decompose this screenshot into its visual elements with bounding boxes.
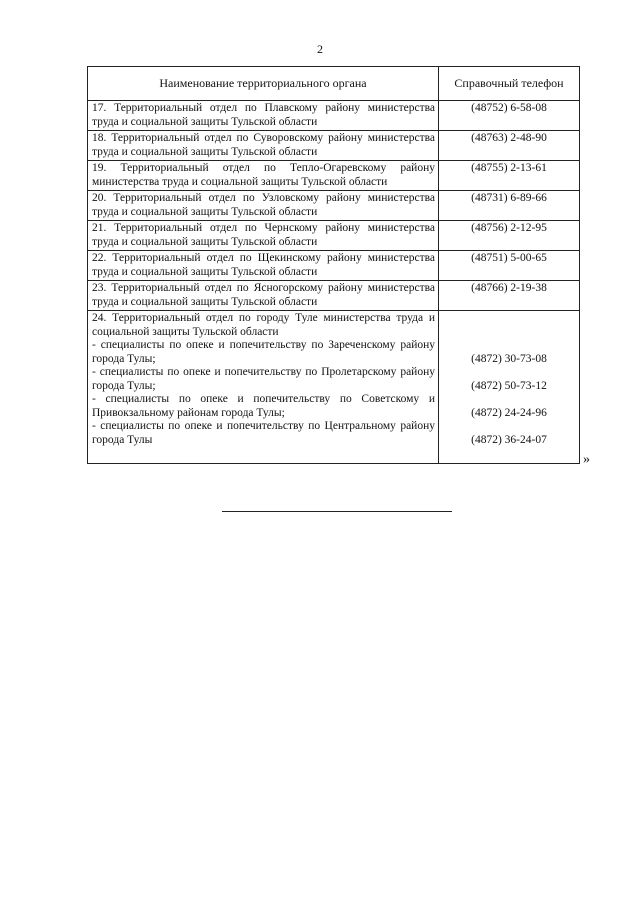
tula-phone-zarechensky: (4872) 30-73-08 (471, 352, 547, 365)
column-header-phone: Справочный телефон (439, 67, 580, 101)
tula-sub-proletarsky: - специалисты по опеке и попечительству по Пролетарскому району города Тулы; (92, 366, 435, 392)
office-phone: (48752) 6-58-08 (439, 101, 580, 131)
tula-phone-proletarsky: (4872) 50-73-12 (471, 379, 547, 392)
table-row (88, 221, 580, 251)
table-row (88, 161, 580, 191)
office-name-tula (88, 311, 439, 464)
table-row (88, 251, 580, 281)
table-header-row (88, 67, 580, 101)
office-phone: (48766) 2-19-38 (439, 281, 580, 311)
table-row (88, 101, 580, 131)
office-phone: (48756) 2-12-95 (439, 221, 580, 251)
tula-office-title: 24. Территориальный отдел по городу Туле министерства труда и социальной защиты Тульской области (92, 312, 435, 338)
office-name: 23. Территориальный отдел по Ясногорскому району министерства труда и социальной защиты Тульской области (88, 281, 439, 311)
tula-phone-centralny: (4872) 36-24-07 (471, 433, 547, 446)
office-name: 17. Территориальный отдел по Плавскому району министерства труда и социальной защиты Тульской области (88, 101, 439, 131)
office-phone: (48731) 6-89-66 (439, 191, 580, 221)
column-header-name: Наименование территориального органа (88, 67, 439, 101)
office-name: 19. Территориальный отдел по Тепло-Огаревскому району министерства труда и социальной защиты Тульской области (88, 161, 439, 191)
table-row (88, 281, 580, 311)
tula-sub-zarechensky: - специалисты по опеке и попечительству по Зареченскому району города Тулы; (92, 339, 435, 365)
office-phone: (48755) 2-13-61 (439, 161, 580, 191)
office-phone: (48751) 5-00-65 (439, 251, 580, 281)
tula-sub-centralny: - специалисты по опеке и попечительству по Центральному району города Тулы (92, 420, 435, 446)
tula-sub-sovetsky: - специалисты по опеке и попечительству по Советскому и Привокзальному районам города Тулы; (92, 393, 435, 419)
office-name: 21. Территориальный отдел по Чернскому району министерства труда и социальной защиты Тульской области (88, 221, 439, 251)
territorial-offices-table (87, 66, 580, 464)
page-number: 2 (317, 42, 323, 56)
office-name: 22. Территориальный отдел по Щекинскому району министерства труда и социальной защиты Тульской области (88, 251, 439, 281)
divider-line (222, 511, 452, 512)
office-phone: (48763) 2-48-90 (439, 131, 580, 161)
office-name: 18. Территориальный отдел по Суворовскому району министерства труда и социальной защиты Тульской области (88, 131, 439, 161)
office-name: 20. Территориальный отдел по Узловскому району министерства труда и социальной защиты Тульской области (88, 191, 439, 221)
table-row (88, 191, 580, 221)
table-row (88, 131, 580, 161)
closing-quote: » (583, 452, 590, 467)
tula-phone-sovetsky: (4872) 24-24-96 (471, 406, 547, 419)
table-row-tula (88, 311, 580, 464)
office-phone-tula (439, 311, 580, 464)
